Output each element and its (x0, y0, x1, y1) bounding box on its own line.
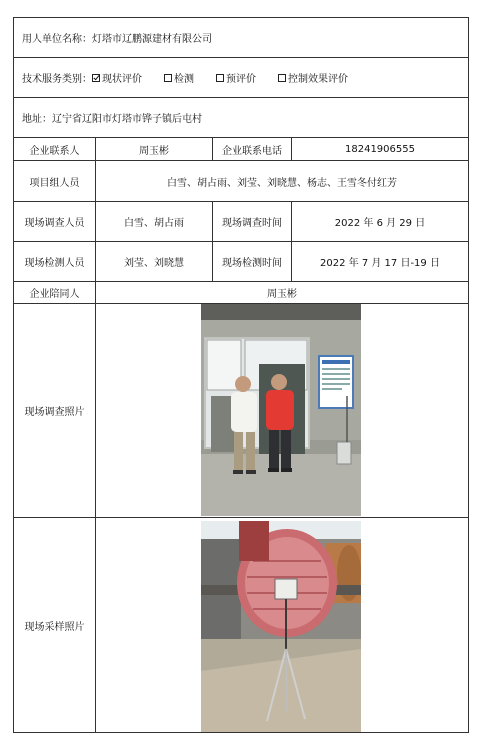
employer-label: 用人单位名称： (22, 34, 92, 45)
contact-row (14, 138, 468, 161)
team-row (14, 161, 468, 202)
option-testing[interactable]: 检测 (164, 70, 194, 85)
employer-row (14, 18, 468, 58)
testing-time: 2022 年 7 月 17 日-19 日 (320, 258, 440, 269)
team-members: 白雪、胡占雨、刘莹、刘晓慧、杨志、王雪冬付红芳 (167, 177, 397, 189)
address-value: 辽宁省辽阳市灯塔市铧子镇后屯村 (52, 114, 202, 125)
survey-row (14, 202, 468, 242)
testing-time-label: 现场检测时间 (213, 242, 292, 281)
address-label: 地址： (22, 114, 52, 125)
survey-staff-label: 现场调查人员 (14, 202, 96, 241)
team-label: 项目组人员 (14, 161, 96, 201)
sampling-photo-image (201, 521, 361, 732)
testing-row (14, 242, 468, 282)
phone-number: 18241906555 (345, 143, 415, 155)
sampling-photo (201, 521, 361, 732)
survey-photo-row (14, 304, 468, 518)
testing-staff: 刘莹、刘晓慧 (96, 242, 213, 281)
phone-label: 企业联系电话 (213, 138, 292, 160)
service-type-label: 技术服务类别： (22, 74, 92, 85)
sampling-photo-label: 现场采样照片 (14, 518, 96, 732)
checkbox-icon[interactable] (278, 74, 286, 82)
record-form (13, 17, 469, 733)
checkbox-checked-icon[interactable] (92, 74, 100, 82)
survey-time: 2022 年 6 月 29 日 (334, 218, 426, 229)
companion-name: 周玉彬 (267, 289, 297, 300)
contact-label: 企业联系人 (14, 138, 96, 160)
companion-row (14, 282, 468, 304)
contact-name: 周玉彬 (96, 138, 213, 160)
sampling-photo-row (14, 518, 468, 732)
address-row (14, 98, 468, 138)
employer-name: 灯塔市辽鹏源建材有限公司 (92, 34, 212, 45)
checkbox-icon[interactable] (164, 74, 172, 82)
option-pre-evaluation[interactable]: 预评价 (216, 70, 256, 85)
companion-label: 企业陪同人 (14, 282, 96, 303)
survey-photo (201, 304, 361, 516)
option-control-effect-evaluation[interactable]: 控制效果评价 (278, 70, 348, 85)
survey-time-label: 现场调查时间 (213, 202, 292, 241)
survey-staff: 白雪、胡占雨 (96, 202, 213, 241)
survey-photo-image (201, 304, 361, 516)
testing-staff-label: 现场检测人员 (14, 242, 96, 281)
survey-photo-label: 现场调查照片 (14, 304, 96, 517)
option-status-evaluation[interactable]: 现状评价 (92, 70, 142, 85)
checkbox-icon[interactable] (216, 74, 224, 82)
service-type-row (14, 58, 468, 98)
